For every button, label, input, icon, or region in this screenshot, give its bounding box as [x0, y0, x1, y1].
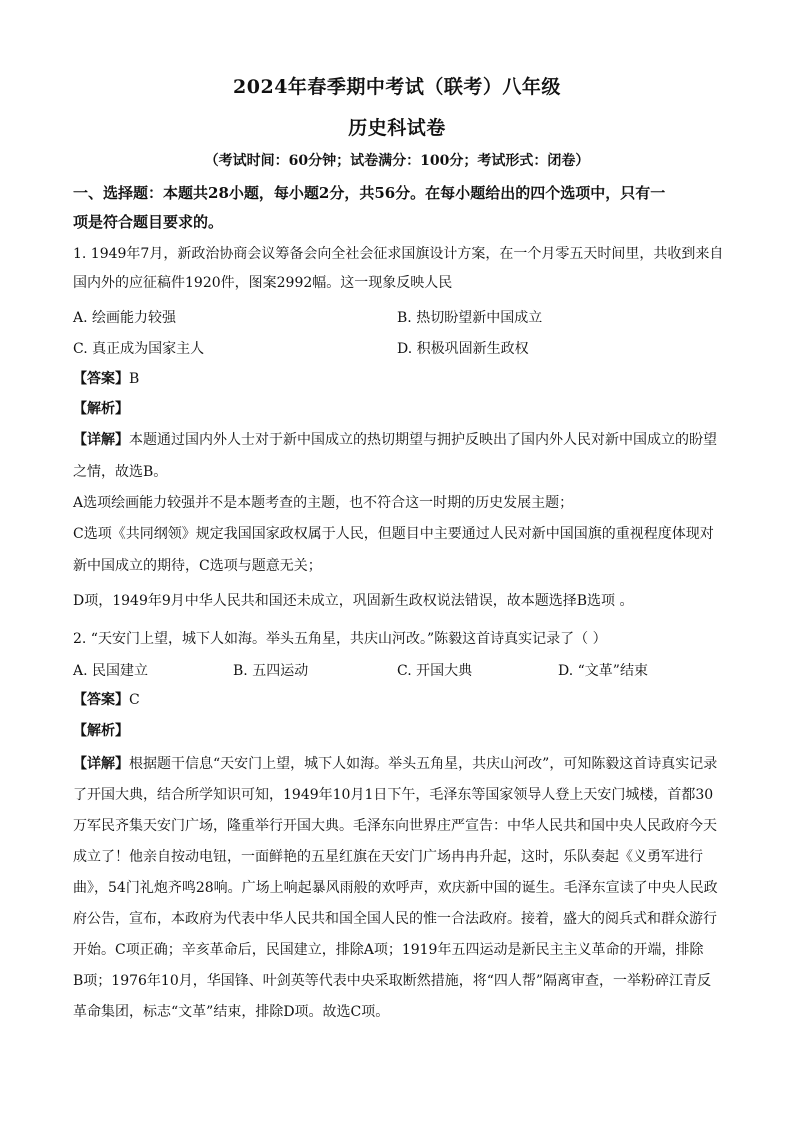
q2-answer: 【答案】C [73, 692, 140, 708]
q1-option-b: B. 热切盼望新中国成立 [397, 310, 543, 326]
q2-option-b: B. 五四运动 [233, 663, 309, 679]
q1-stem-line1: 1. 1949年7月，新政治协商会议筹备会向全社会征求国旗设计方案，在一个月零五天时间里，共收到来自 [73, 246, 724, 262]
q2-detail-line6: 府公告，宣布，本政府为代表中华人民共和国全国人民的惟一合法政府。接着，盛大的阅兵式和群众游行 [73, 911, 717, 927]
q1-stem-line2: 国内外的应征稿件1920件，图案2992幅。这一现象反映人民 [73, 275, 453, 291]
q1-option-c: C. 真正成为国家主人 [73, 341, 205, 357]
section-tag: 【解析】 [73, 401, 129, 417]
q2-detail-line3: 万军民齐集天安门广场，隆重举行开国大典。毛泽东向世界庄严宣告：中华人民共和国中央人民政府今天 [73, 818, 717, 834]
section-tag: 【解析】 [73, 723, 129, 739]
q2-option-c: C. 开国大典 [397, 663, 473, 679]
q1-detail-line2: 之情，故选B。 [73, 464, 168, 480]
q2-option-d: D. “文革”结束 [558, 663, 648, 679]
section-heading-line1: 一、选择题：本题共28小题，每小题2分，共56分。在每小题给出的四个选项中，只有一 [73, 184, 666, 202]
q2-detail-line1: 【详解】根据题干信息“天安门上望，城下人如海。举头五角星，共庆山河改”，可知陈毅这首诗真实记录 [73, 756, 718, 772]
q1-detail-line3: A选项绘画能力较强并不是本题考查的主题，也不符合这一时期的历史发展主题； [73, 495, 574, 511]
page-subtitle: 历史科试卷 [348, 117, 446, 139]
q1-detail-line5: 新中国成立的期待，C选项与题意无关； [73, 558, 322, 574]
section-tag: 【答案】 [73, 371, 129, 387]
q2-detail-line2: 了开国大典，结合所学知识可知，1949年10月1日下午，毛泽东等国家领导人登上天安门城楼，首都30 [73, 787, 714, 803]
q1-option-d: D. 积极巩固新生政权 [397, 341, 529, 357]
page-title: 2024年春季期中考试（联考）八年级 [233, 76, 561, 98]
q1-detail-line6: D项，1949年9月中华人民共和国还未成立，巩固新生政权说法错误，故本题选择B选项 。 [73, 593, 634, 609]
section-tag: 【答案】 [73, 692, 129, 708]
q2-detail-line8: B项；1976年10月，华国锋、叶剑英等代表中央采取断然措施，将“四人帮”隔离审查，一举粉碎江青反 [73, 973, 712, 989]
exam-info: （考试时间：60分钟；试卷满分：100分；考试形式：闭卷） [204, 153, 590, 169]
q2-detail-line4: 成立了！他亲自按动电钮，一面鲜艳的五星红旗在天安门广场冉冉升起，这时，乐队奏起《义勇军进行 [73, 849, 703, 865]
q1-detail-line4: C选项《共同纲领》规定我国国家政权属于人民，但题目中主要通过人民对新中国国旗的重视程度体现对 [73, 526, 714, 542]
q2-analysis-label [73, 721, 723, 741]
section-tag: 【详解】 [73, 756, 129, 772]
section-heading-line2: 项是符合题目要求的。 [73, 213, 224, 231]
q1-analysis-label [73, 399, 723, 419]
q1-detail-line1: 【详解】本题通过国内外人士对于新中国成立的热切期望与拥护反映出了国内外人民对新中国成立的盼望 [73, 432, 717, 448]
q1-answer: 【答案】B [73, 371, 140, 387]
section-tag: 【详解】 [73, 432, 129, 448]
q2-stem: 2. “天安门上望，城下人如海。举头五角星，共庆山河改。”陈毅这首诗真实记录了（ ） [73, 631, 607, 647]
q1-option-a: A. 绘画能力较强 [73, 310, 177, 326]
q2-detail-line5: 曲》，54门礼炮齐鸣28响。广场上响起暴风雨般的欢呼声，欢庆新中国的诞生。毛泽东宣读了中央人民政 [73, 880, 718, 896]
q2-detail-line9: 革命集团，标志“文革”结束，排除D项。故选C项。 [73, 1004, 390, 1020]
q2-option-a: A. 民国建立 [73, 663, 149, 679]
q2-detail-line7: 开始。C项正确；辛亥革命后，民国建立，排除A项；1919年五四运动是新民主主义革命的开端，排除 [73, 942, 704, 958]
